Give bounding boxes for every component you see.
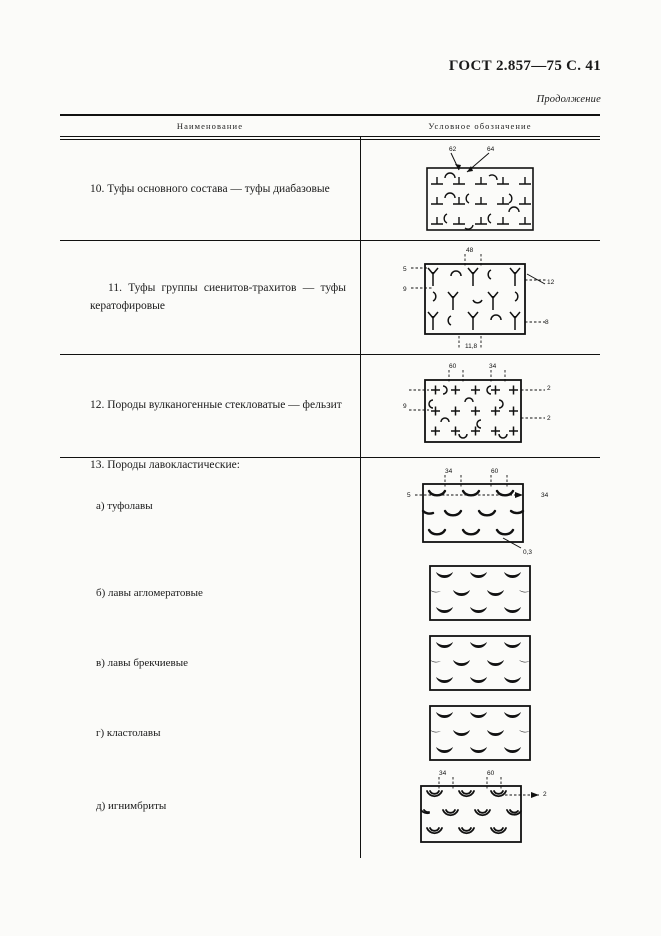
symbol-dim-label: 9 [403, 403, 407, 410]
symbol-dim-label: 34 [489, 363, 497, 370]
symbol-dim-label: 2 [543, 791, 547, 798]
symbol-dim-label: 60 [491, 468, 499, 475]
row-name-cell [60, 698, 360, 768]
symbol-dim-label: 60 [487, 770, 495, 777]
table-row [60, 355, 600, 457]
symbol-dim-label: 9 [403, 285, 407, 293]
continuation-note: Продолжение [536, 94, 601, 105]
symbol-ignimbrite-double-arc [395, 766, 565, 846]
symbol-dim-label: 60 [449, 363, 457, 370]
symbol-lava-crescent-filled [420, 632, 540, 694]
row-name-cell [60, 140, 360, 240]
row-symbol-cell [360, 768, 600, 844]
row-name-cell [60, 355, 360, 457]
symbol-dim-label: 5 [403, 265, 407, 273]
symbol-dim-label: 34 [439, 770, 447, 777]
symbol-dim-label: 48 [466, 246, 474, 254]
row-name-cell [60, 558, 360, 628]
table-row [60, 628, 600, 698]
row-sublabel: в) лавы брекчиевые [96, 656, 188, 669]
symbol-dim-label: 12 [547, 278, 555, 286]
symbol-lava-crescent-open [395, 464, 565, 556]
row-label: 11. Туфы группы сиенитов-трахитов — туфы кератофировые [90, 282, 346, 312]
table-row [60, 698, 600, 768]
row-sublabel: г) кластолавы [96, 726, 161, 739]
symbol-dim-label: 2 [547, 415, 551, 422]
symbol-dim-label: 5 [407, 492, 411, 499]
row-symbol-cell [360, 458, 600, 558]
row-name-cell [60, 458, 360, 558]
row-symbol-cell [360, 241, 600, 354]
symbol-tuff-basic [405, 142, 555, 238]
symbol-dim-label: 62 [449, 146, 457, 153]
column-header-name: Наименование [176, 121, 244, 131]
row-label: 10. Туфы основного состава — туфы диабазовые [90, 183, 330, 196]
symbol-tuff-syenite-trachyte [395, 244, 565, 352]
symbol-dim-label: 34 [445, 468, 453, 475]
table-row [60, 140, 600, 240]
row-name-cell [60, 241, 360, 354]
table-row [60, 558, 600, 628]
row-sublabel: б) лавы агломератовые [96, 586, 203, 599]
row-sublabel: а) туфолавы [96, 500, 153, 513]
row-symbol-cell [360, 698, 600, 768]
symbols-table [60, 114, 600, 844]
symbol-dim-label: 34 [541, 492, 549, 499]
table-row [60, 241, 600, 354]
column-header-symbol: Условное обозначение [428, 121, 532, 131]
row-name-cell [60, 628, 360, 698]
table-row [60, 458, 600, 558]
row-sublabel: д) игнимбриты [96, 799, 167, 812]
document-header [449, 58, 601, 75]
symbol-dim-label: 0,3 [523, 549, 533, 556]
symbol-volcanic-glassy [395, 358, 565, 454]
symbol-dim-label: 11,8 [465, 342, 478, 350]
symbol-lava-crescent-filled [420, 702, 540, 764]
table-row [60, 768, 600, 844]
row-symbol-cell [360, 558, 600, 628]
standard-number: ГОСТ 2.857—75 С. 41 [448, 58, 601, 74]
row-symbol-cell [360, 628, 600, 698]
row-label: 12. Породы вулканогенные стекловатые — фельзит [90, 399, 342, 412]
symbol-dim-label: 64 [487, 146, 495, 153]
row-name-cell [60, 768, 360, 844]
symbol-dim-label: 2 [547, 385, 551, 392]
row-symbol-cell [360, 355, 600, 457]
row-symbol-cell [360, 140, 600, 240]
symbol-dim-label: 8 [545, 318, 549, 326]
row-label: 13. Породы лавокластические: [90, 459, 240, 472]
table-header-row [60, 116, 600, 136]
symbol-lava-crescent-filled [420, 562, 540, 624]
